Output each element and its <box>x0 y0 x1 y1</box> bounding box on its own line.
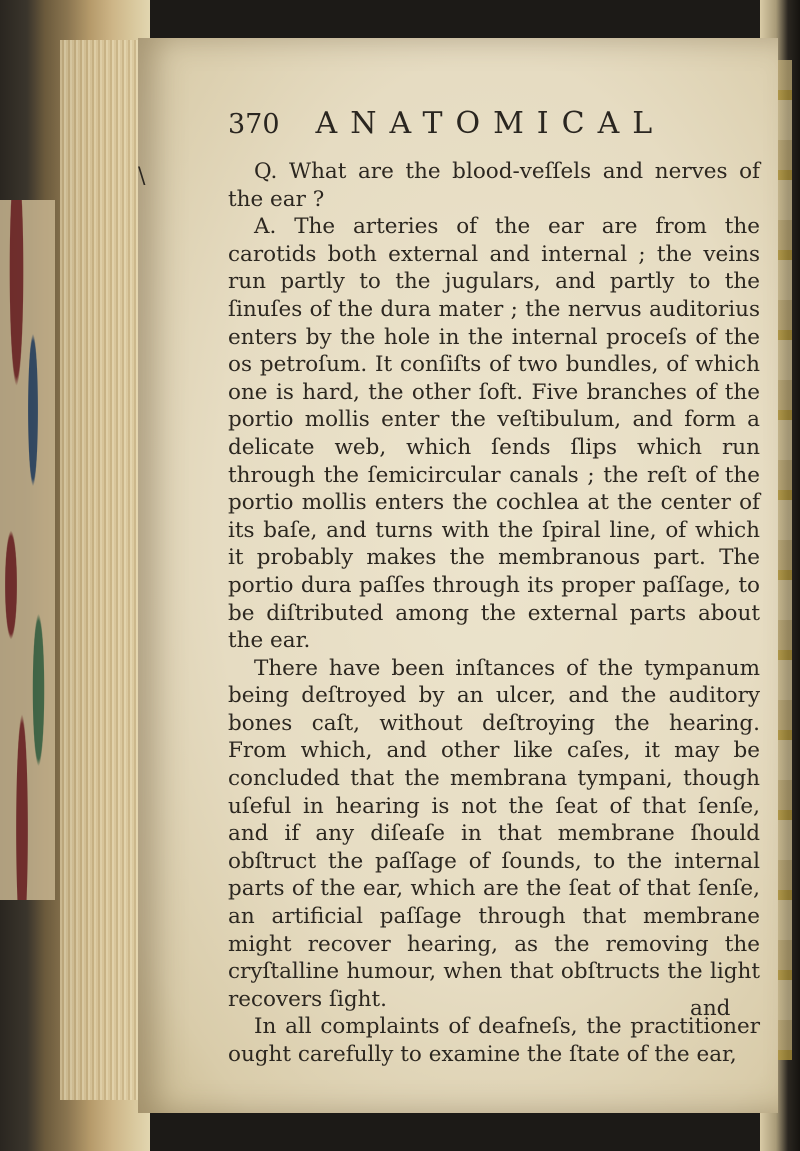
margin-mark: \ <box>138 164 146 189</box>
right-binding-strip <box>778 60 792 1060</box>
page-header <box>228 106 748 146</box>
marbled-endpaper <box>0 200 55 900</box>
question-paragraph: Q. What are the blood-veſſels and nerves of the ear ? <box>228 159 760 212</box>
running-head: ANATOMICAL <box>315 106 666 141</box>
page-edges <box>60 40 150 1100</box>
deafness-paragraph: In all complaints of deafneſs, the practitioner ought carefully to examine the ſtate of the ear, <box>228 1014 760 1067</box>
catchword: and <box>690 996 731 1021</box>
page-number: 370 <box>228 109 280 140</box>
tympanum-paragraph: There have been inſtances of the tympanum being deſtroyed by an ulcer, and the auditory bones caſt, without deſtroying the hearing. From which, and other like caſes, it may be concluded that the membrana tympani, though uſeful in hearing is not the ſeat of that ſenſe, and if any diſeaſe in that membrane ſhould obſtruct the paſſage of ſounds, to the internal parts of the ear, which are the ſeat of that ſenſe, an artificial paſſage through that membrane might recover hearing, as the removing the cryſtalline humour, when that obſtructs the light recovers ſight. <box>228 655 760 1012</box>
answer-paragraph: A. The arteries of the ear are from the carotids both external and internal ; the veins run partly to the jugulars, and partly to the ſinuſes of the dura mater ; the nervus auditorius enters by the hole in the internal proceſs of the os petroſum. It conſiſts of two bundles, of which one is hard, the other ſoft. Five branches of the portio mollis enter the veſtibulum, and form a delicate web, which ſends ſlips which run through the ſemicircular canals ; the reſt of the portio mollis enters the cochlea at the center of its baſe, and turns with the ſpiral line, of which it probably makes the membranous part. The portio dura paſſes through its proper paſſage, to be diſtributed among the external parts about the ear. <box>228 214 760 654</box>
body-text <box>228 158 760 1069</box>
